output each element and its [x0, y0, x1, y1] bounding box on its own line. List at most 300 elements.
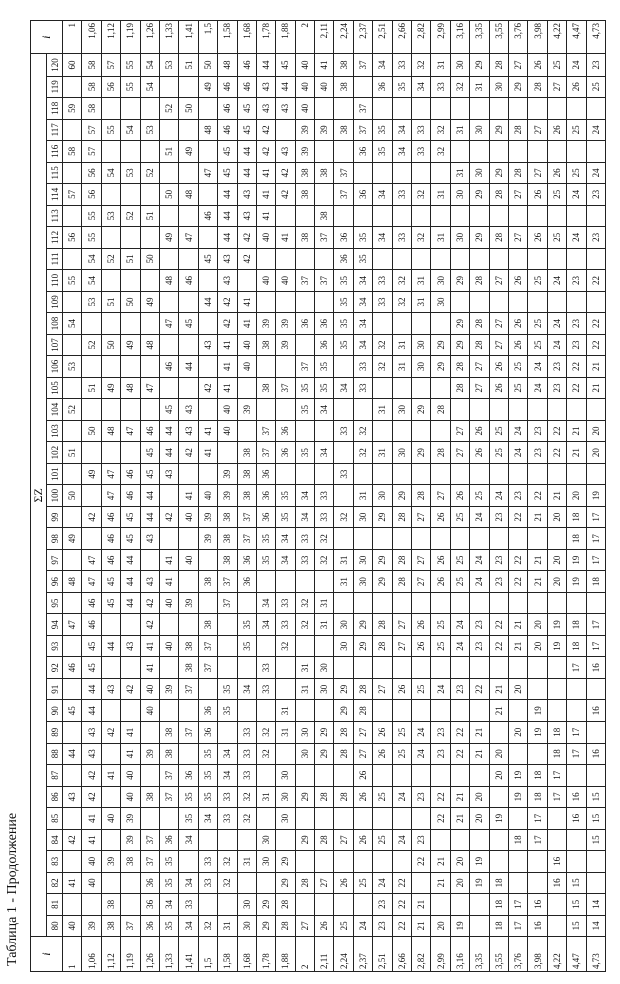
table-cell	[373, 98, 392, 120]
table-cell: 44	[218, 184, 237, 206]
row-i-value-left: 1,33	[159, 937, 178, 972]
table-cell: 38	[315, 162, 334, 184]
table-cell	[334, 141, 353, 163]
table-cell: 24	[528, 356, 547, 378]
table-cell	[256, 808, 275, 830]
table-row	[276, 21, 295, 972]
table-cell: 35	[392, 76, 411, 98]
table-cell: 39	[159, 678, 178, 700]
column-header: 99	[47, 506, 63, 528]
table-cell	[353, 894, 372, 916]
table-cell	[508, 141, 527, 163]
table-cell: 35	[373, 141, 392, 163]
table-cell: 17	[567, 743, 586, 765]
table-cell: 50	[179, 98, 198, 120]
sum-z-header: ΣZ	[31, 54, 47, 937]
table-cell: 44	[159, 442, 178, 464]
table-cell: 25	[450, 549, 469, 571]
table-cell: 37	[353, 98, 372, 120]
table-cell: 35	[353, 227, 372, 249]
table-cell: 44	[82, 700, 101, 722]
row-i-value-right: 1,19	[121, 21, 140, 54]
table-cell: 47	[121, 420, 140, 442]
table-cell: 26	[470, 442, 489, 464]
table-cell: 31	[431, 227, 450, 249]
table-cell: 48	[121, 377, 140, 399]
table-row	[353, 21, 372, 972]
table-cell: 30	[450, 54, 469, 76]
table-cell: 48	[63, 571, 82, 593]
table-cell: 41	[82, 808, 101, 830]
table-cell: 40	[237, 334, 256, 356]
table-cell: 47	[101, 485, 120, 507]
table-cell: 41	[121, 722, 140, 744]
table-cell	[82, 313, 101, 335]
table-cell: 24	[412, 743, 431, 765]
table-cell	[508, 291, 527, 313]
table-cell: 25	[334, 915, 353, 937]
table-cell	[295, 291, 314, 313]
table-cell: 26	[431, 549, 450, 571]
table-cell	[508, 98, 527, 120]
table-cell: 55	[82, 227, 101, 249]
table-cell	[431, 377, 450, 399]
table-cell	[159, 657, 178, 679]
table-cell: 54	[82, 270, 101, 292]
table-cell: 46	[237, 76, 256, 98]
table-cell	[315, 184, 334, 206]
table-cell: 31	[431, 54, 450, 76]
row-i-value-left: 3,76	[508, 937, 527, 972]
table-cell: 29	[412, 442, 431, 464]
table-cell: 41	[198, 442, 217, 464]
table-cell: 25	[547, 184, 566, 206]
table-cell: 36	[315, 313, 334, 335]
table-cell	[412, 162, 431, 184]
table-cell	[450, 205, 469, 227]
table-cell: 25	[431, 614, 450, 636]
table-cell	[276, 743, 295, 765]
table-cell	[334, 851, 353, 873]
table-cell	[586, 592, 605, 614]
column-header: 97	[47, 549, 63, 571]
table-cell: 36	[237, 571, 256, 593]
table-cell: 39	[295, 119, 314, 141]
table-cell	[159, 528, 178, 550]
table-cell: 20	[586, 442, 605, 464]
table-cell	[63, 420, 82, 442]
table-cell: 20	[508, 722, 527, 744]
table-cell: 40	[295, 98, 314, 120]
table-cell: 38	[159, 722, 178, 744]
table-cell	[140, 270, 159, 292]
table-cell: 24	[470, 506, 489, 528]
table-cell: 43	[256, 76, 275, 98]
table-cell: 49	[179, 141, 198, 163]
table-cell	[63, 765, 82, 787]
table-cell: 29	[334, 678, 353, 700]
table-cell: 35	[334, 334, 353, 356]
table-cell	[63, 851, 82, 873]
table-cell	[218, 657, 237, 679]
table-cell: 43	[237, 184, 256, 206]
table-cell	[159, 162, 178, 184]
table-cell: 27	[489, 270, 508, 292]
table-cell: 31	[334, 549, 353, 571]
table-cell	[392, 313, 411, 335]
row-i-value-right: 1	[63, 21, 82, 54]
table-cell: 32	[218, 851, 237, 873]
table-cell: 48	[101, 420, 120, 442]
table-cell: 29	[431, 356, 450, 378]
table-cell: 41	[159, 549, 178, 571]
table-cell: 43	[140, 528, 159, 550]
table-cell	[101, 442, 120, 464]
table-cell: 35	[295, 377, 314, 399]
table-cell	[489, 141, 508, 163]
table-cell: 45	[63, 700, 82, 722]
table-cell	[353, 463, 372, 485]
column-header: 113	[47, 205, 63, 227]
table-cell: 46	[218, 76, 237, 98]
table-cell: 19	[567, 571, 586, 593]
table-cell: 16	[586, 657, 605, 679]
table-cell: 27	[508, 184, 527, 206]
table-cell: 47	[198, 162, 217, 184]
table-cell: 33	[256, 678, 275, 700]
table-cell: 18	[508, 829, 527, 851]
table-cell	[159, 614, 178, 636]
table-cell: 20	[450, 851, 469, 873]
table-cell: 36	[334, 248, 353, 270]
table-cell	[567, 98, 586, 120]
table-cell: 42	[237, 227, 256, 249]
table-cell: 33	[276, 592, 295, 614]
table-cell	[586, 98, 605, 120]
table-cell: 19	[547, 614, 566, 636]
table-cell	[63, 463, 82, 485]
table-cell: 44	[121, 592, 140, 614]
table-cell: 47	[101, 463, 120, 485]
table-cell: 22	[392, 915, 411, 937]
table-cell	[121, 227, 140, 249]
table-cell	[431, 248, 450, 270]
table-cell: 50	[159, 184, 178, 206]
table-cell: 34	[276, 549, 295, 571]
table-cell	[334, 592, 353, 614]
table-cell: 19	[450, 915, 469, 937]
table-cell: 38	[334, 54, 353, 76]
table-cell	[140, 141, 159, 163]
table-cell	[101, 141, 120, 163]
table-cell: 45	[82, 657, 101, 679]
table-cell	[547, 463, 566, 485]
gear-ratio-table	[30, 20, 606, 972]
table-cell: 32	[412, 227, 431, 249]
table-cell: 17	[586, 635, 605, 657]
table-cell: 52	[101, 248, 120, 270]
column-header-row	[47, 21, 63, 972]
table-cell	[353, 592, 372, 614]
table-cell: 43	[121, 635, 140, 657]
table-cell	[392, 463, 411, 485]
table-cell: 42	[256, 141, 275, 163]
table-cell: 39	[237, 399, 256, 421]
table-cell: 19	[528, 700, 547, 722]
table-cell: 26	[392, 678, 411, 700]
table-cell	[82, 528, 101, 550]
table-cell: 32	[373, 356, 392, 378]
table-row	[198, 21, 217, 972]
table-cell: 25	[586, 76, 605, 98]
table-cell	[121, 184, 140, 206]
table-cell	[431, 205, 450, 227]
row-i-value-left: 2,11	[315, 937, 334, 972]
table-cell: 23	[489, 571, 508, 593]
table-cell	[276, 829, 295, 851]
table-cell: 17	[586, 549, 605, 571]
table-cell: 26	[353, 829, 372, 851]
table-cell: 30	[353, 549, 372, 571]
table-cell: 36	[334, 227, 353, 249]
table-cell: 48	[140, 334, 159, 356]
row-i-value-right: 2,82	[412, 21, 431, 54]
table-cell: 37	[295, 270, 314, 292]
row-i-value-left: 2,37	[353, 937, 372, 972]
table-cell	[101, 227, 120, 249]
table-cell: 40	[140, 678, 159, 700]
table-cell	[392, 592, 411, 614]
table-cell: 19	[508, 765, 527, 787]
table-row	[392, 21, 411, 972]
table-cell: 42	[140, 614, 159, 636]
table-cell	[431, 420, 450, 442]
table-cell: 52	[121, 205, 140, 227]
table-cell: 44	[256, 54, 275, 76]
table-cell: 32	[237, 786, 256, 808]
table-cell: 32	[450, 76, 469, 98]
table-row	[547, 21, 566, 972]
table-cell: 30	[295, 743, 314, 765]
table-cell	[489, 528, 508, 550]
column-header: 83	[47, 851, 63, 873]
table-cell: 46	[237, 54, 256, 76]
table-cell: 28	[334, 722, 353, 744]
table-cell: 42	[179, 442, 198, 464]
table-cell	[179, 162, 198, 184]
table-cell: 35	[179, 786, 198, 808]
column-header: 106	[47, 356, 63, 378]
table-cell	[508, 743, 527, 765]
table-row	[373, 21, 392, 972]
table-cell: 28	[470, 334, 489, 356]
table-cell: 39	[179, 592, 198, 614]
table-cell: 25	[489, 420, 508, 442]
table-row	[528, 21, 547, 972]
table-cell: 42	[276, 184, 295, 206]
table-cell: 48	[179, 184, 198, 206]
table-cell: 33	[237, 743, 256, 765]
table-cell: 40	[198, 485, 217, 507]
row-i-value-left: 1	[63, 937, 82, 972]
table-cell	[450, 248, 469, 270]
table-cell: 27	[412, 571, 431, 593]
table-cell: 32	[392, 291, 411, 313]
table-cell: 22	[489, 614, 508, 636]
column-header: 120	[47, 54, 63, 76]
table-cell: 37	[237, 506, 256, 528]
table-cell: 43	[159, 463, 178, 485]
table-cell	[159, 485, 178, 507]
table-cell: 31	[295, 678, 314, 700]
table-cell: 34	[373, 227, 392, 249]
table-cell	[315, 98, 334, 120]
table-cell: 53	[82, 291, 101, 313]
table-cell: 41	[121, 743, 140, 765]
table-cell: 56	[82, 162, 101, 184]
table-cell	[179, 700, 198, 722]
table-cell: 25	[392, 743, 411, 765]
table-cell: 28	[334, 786, 353, 808]
table-cell: 53	[140, 119, 159, 141]
table-cell: 41	[179, 485, 198, 507]
table-cell: 39	[295, 141, 314, 163]
table-cell: 30	[276, 765, 295, 787]
table-cell: 40	[256, 270, 275, 292]
table-cell: 40	[276, 270, 295, 292]
table-cell	[547, 141, 566, 163]
table-cell: 42	[140, 592, 159, 614]
row-i-value-right: 1,26	[140, 21, 159, 54]
row-i-value-left: 4,47	[567, 937, 586, 972]
table-cell	[140, 549, 159, 571]
table-cell: 18	[567, 528, 586, 550]
table-cell: 39	[121, 808, 140, 830]
table-cell: 24	[450, 614, 469, 636]
row-i-value-left: 1,12	[101, 937, 120, 972]
table-cell	[63, 377, 82, 399]
table-cell	[334, 356, 353, 378]
table-cell	[489, 291, 508, 313]
table-cell	[547, 248, 566, 270]
table-cell: 29	[508, 76, 527, 98]
table-cell: 26	[567, 76, 586, 98]
table-cell: 39	[82, 915, 101, 937]
table-cell	[431, 463, 450, 485]
table-cell: 22	[489, 635, 508, 657]
table-cell	[179, 248, 198, 270]
column-header: 114	[47, 184, 63, 206]
table-cell: 27	[334, 829, 353, 851]
table-cell	[276, 571, 295, 593]
table-cell: 47	[140, 377, 159, 399]
table-cell	[373, 248, 392, 270]
table-cell: 43	[101, 678, 120, 700]
table-cell: 45	[140, 463, 159, 485]
table-cell	[63, 506, 82, 528]
table-cell: 52	[63, 399, 82, 421]
table-cell: 31	[276, 700, 295, 722]
table-cell: 30	[470, 119, 489, 141]
table-cell: 27	[489, 334, 508, 356]
table-row	[218, 21, 237, 972]
table-cell: 38	[179, 657, 198, 679]
table-cell	[450, 291, 469, 313]
table-cell	[567, 205, 586, 227]
table-cell	[470, 765, 489, 787]
table-cell: 31	[373, 399, 392, 421]
table-cell	[412, 98, 431, 120]
table-cell: 23	[470, 635, 489, 657]
table-cell	[450, 592, 469, 614]
table-cell: 21	[412, 894, 431, 916]
row-i-value-right: 1,5	[198, 21, 217, 54]
table-cell: 57	[101, 54, 120, 76]
table-cell: 23	[528, 420, 547, 442]
table-cell	[489, 205, 508, 227]
column-header: 105	[47, 377, 63, 399]
table-cell	[63, 119, 82, 141]
table-cell: 23	[567, 270, 586, 292]
table-cell: 34	[412, 76, 431, 98]
row-i-value-right: 1,33	[159, 21, 178, 54]
table-cell: 37	[353, 54, 372, 76]
table-cell	[256, 291, 275, 313]
table-cell	[179, 377, 198, 399]
table-row	[256, 21, 275, 972]
table-cell	[198, 894, 217, 916]
table-cell	[198, 592, 217, 614]
table-cell: 33	[412, 141, 431, 163]
table-cell: 44	[121, 571, 140, 593]
i-column-header-left: i	[31, 937, 63, 972]
table-cell: 16	[528, 915, 547, 937]
table-cell: 19	[547, 635, 566, 657]
table-cell: 44	[63, 743, 82, 765]
table-cell: 24	[450, 635, 469, 657]
table-cell: 38	[256, 334, 275, 356]
table-cell: 24	[567, 184, 586, 206]
table-cell: 29	[450, 313, 469, 335]
table-cell	[82, 356, 101, 378]
table-cell: 23	[586, 54, 605, 76]
table-row	[82, 21, 101, 972]
table-cell: 29	[315, 722, 334, 744]
column-header: 115	[47, 162, 63, 184]
table-cell: 35	[334, 270, 353, 292]
table-cell	[470, 248, 489, 270]
table-body	[63, 21, 606, 972]
table-cell: 15	[586, 808, 605, 830]
table-row	[101, 21, 120, 972]
table-cell: 27	[373, 678, 392, 700]
table-cell: 46	[63, 657, 82, 679]
table-cell: 22	[547, 442, 566, 464]
table-cell: 39	[140, 743, 159, 765]
row-i-value-right: 1,68	[237, 21, 256, 54]
table-cell: 33	[198, 851, 217, 873]
table-cell	[121, 894, 140, 916]
table-cell: 33	[392, 54, 411, 76]
table-cell	[586, 205, 605, 227]
table-cell: 19	[470, 872, 489, 894]
table-cell	[179, 119, 198, 141]
table-cell: 52	[159, 98, 178, 120]
table-cell	[237, 592, 256, 614]
table-cell	[392, 98, 411, 120]
table-cell: 34	[256, 592, 275, 614]
table-cell: 44	[159, 420, 178, 442]
